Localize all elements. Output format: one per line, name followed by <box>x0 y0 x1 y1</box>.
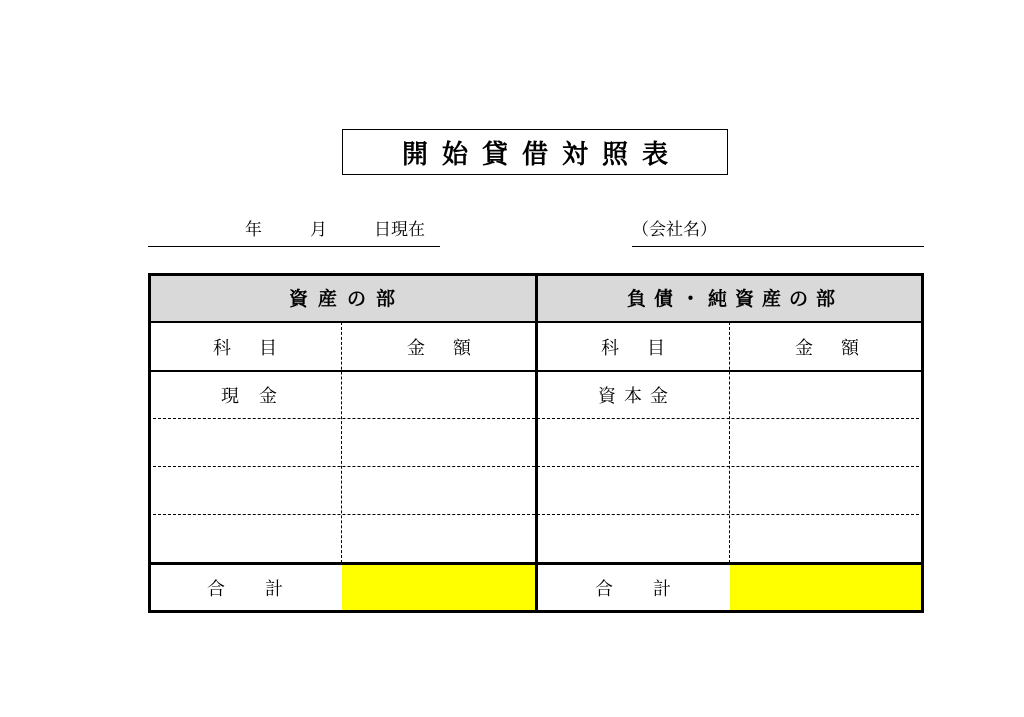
liabilities-row-item[interactable]: 資本金 <box>598 386 676 407</box>
assets-total-label: 合計 <box>207 578 323 600</box>
month-label: 月 <box>310 220 327 240</box>
liabilities-row-amount[interactable] <box>730 467 924 515</box>
assets-col-amount: 金額 <box>407 337 499 359</box>
liabilities-section-header: 負債・純資産の部 <box>536 273 924 322</box>
assets-row-amount[interactable] <box>342 515 536 563</box>
assets-row-amount[interactable] <box>342 467 536 515</box>
company-name-label: （会社名） <box>632 220 717 240</box>
assets-row-item[interactable] <box>148 467 342 515</box>
assets-row-item[interactable]: 現金 <box>221 386 297 407</box>
liabilities-total-amount[interactable] <box>730 563 924 612</box>
liabilities-row-item[interactable] <box>536 515 730 563</box>
assets-row-item[interactable] <box>148 419 342 467</box>
day-as-of-label: 日現在 <box>374 220 425 240</box>
liabilities-row-amount[interactable] <box>730 371 924 419</box>
document-title: 開始貸借対照表 <box>342 129 728 175</box>
assets-section-header: 資産の部 <box>148 273 536 322</box>
company-name-field[interactable] <box>632 207 924 247</box>
row-divider <box>148 514 924 515</box>
header-rule <box>148 321 924 323</box>
assets-col-item: 科目 <box>213 337 305 359</box>
row-divider <box>148 418 924 419</box>
balance-sheet-table <box>148 273 924 612</box>
total-rule <box>148 562 924 565</box>
row-divider <box>148 466 924 467</box>
year-label: 年 <box>245 220 262 240</box>
column-header-rule <box>148 370 924 372</box>
liabilities-col-item: 科目 <box>601 337 693 359</box>
liabilities-total-label: 合計 <box>595 578 711 600</box>
assets-total-amount[interactable] <box>342 563 536 612</box>
liabilities-row-amount[interactable] <box>730 419 924 467</box>
liabilities-row-item[interactable] <box>536 419 730 467</box>
liabilities-row-item[interactable] <box>536 467 730 515</box>
assets-column-divider <box>341 322 342 563</box>
liabilities-row-amount[interactable] <box>730 515 924 563</box>
assets-row-amount[interactable] <box>342 371 536 419</box>
assets-row-amount[interactable] <box>342 419 536 467</box>
assets-row-item[interactable] <box>148 515 342 563</box>
date-field[interactable] <box>148 207 440 247</box>
liabilities-column-divider <box>729 322 730 563</box>
liabilities-col-amount: 金額 <box>795 337 887 359</box>
